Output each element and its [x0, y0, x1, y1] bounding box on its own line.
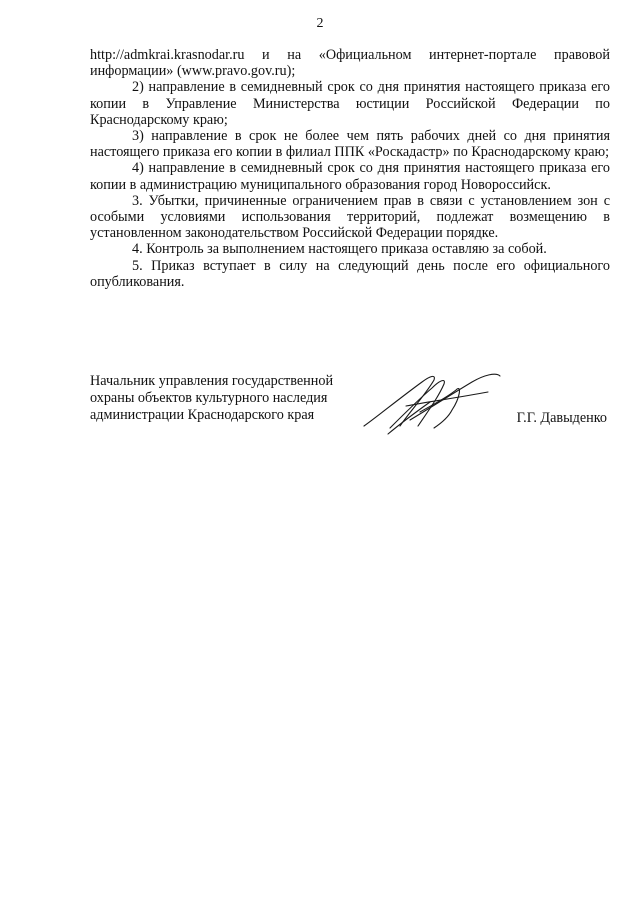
signatory-position-line: Начальник управления государственной	[90, 373, 334, 389]
paragraph-clause-4: 4. Контроль за выполнением настоящего приказа оставляю за собой.	[132, 241, 547, 258]
signatory-position	[90, 373, 360, 424]
paragraph-publication: http://admkrai.krasnodar.ru и на «Официальном интернет-портале правовой информации» (www.pravo.gov.ru);	[90, 47, 610, 80]
handwritten-signature	[360, 368, 510, 438]
paragraph-item-4: 4) направление в семидневный срок со дня принятия настоящего приказа его копии в администрацию муниципального образования город Новороссийск.	[90, 160, 610, 193]
signatory-position-line: администрации Краснодарского края	[90, 407, 315, 423]
page-number: 2	[316, 16, 324, 31]
document-body	[90, 47, 610, 290]
paragraph-item-3: 3) направление в срок не более чем пять рабочих дней со дня принятия настоящего приказа его копии в филиал ППК «Роскадастр» по Краснодарскому краю;	[90, 128, 610, 161]
paragraph-clause-5: 5. Приказ вступает в силу на следующий день после его официального опубликования.	[90, 257, 610, 290]
paragraph-item-2: 2) направление в семидневный срок со дня принятия настоящего приказа его копии в Управление Министерства юстиции Российской Федерации по Краснодарскому краю;	[90, 79, 610, 128]
signatory-position-line: охраны объектов культурного наследия	[90, 390, 328, 406]
paragraph-clause-3: 3. Убытки, причиненные ограничением прав в связи с установлением зон с особыми условиями использования территорий, подлежат возмещению в установленном законодательством Российской Федерации порядке.	[90, 192, 610, 242]
signatory-name: Г.Г. Давыденко	[516, 410, 607, 426]
signature-block	[90, 373, 610, 443]
